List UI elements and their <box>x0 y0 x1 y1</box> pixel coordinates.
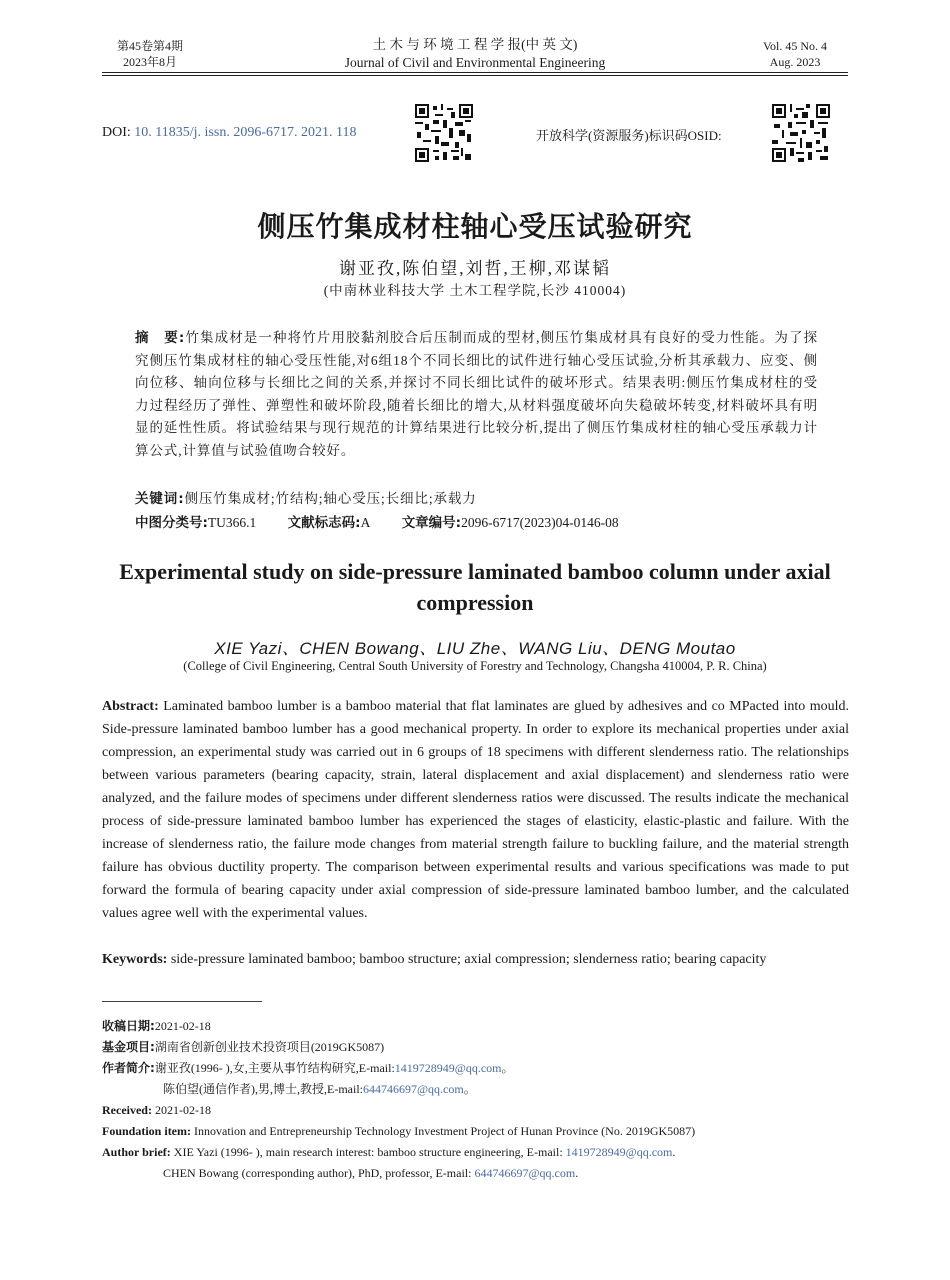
footnote-author1-cn <box>102 1060 862 1076</box>
doi-link[interactable]: 10. 11835/j. issn. 2096-6717. 2021. 118 <box>134 125 357 140</box>
fund-en-label: Foundation item: <box>102 1124 192 1138</box>
author-cn-label: 作者简介: <box>102 1061 155 1075</box>
abstract-cn <box>135 327 818 463</box>
received-cn-label: 收稿日期: <box>102 1019 155 1033</box>
header-rule-top <box>102 72 848 73</box>
authors-cn: 谢亚孜,陈伯望,刘哲,王柳,邓谋韬 <box>339 259 611 278</box>
authors-en: XIE Yazi、CHEN Bowang、LIU Zhe、WANG Liu、DENG Moutao <box>214 639 736 658</box>
abstract-en-text: Laminated bamboo lumber is a bamboo material that flat laminates are glued by adhesives and co MPacted into mould. Side-pressure laminated bamboo lumber has a good mechanical property. In order to explore its mechanical properties under axial compression, an experimental study was carried out in 6 groups of 18 specimens with different slenderness ratio. The relationships between various parameters (bearing capacity, strain, lateral displacement and axial displacement) and slenderness ratio were analyzed, and the failure modes of specimens under different slenderness ratios were discussed. The results indicate the mechanical process of side-pressure laminated bamboo lumber has experienced the stages of elasticity, elastic-plastic and failure. With the increase of slenderness ratio, the failure mode changes from material strength failure to buckling failure, and the material strength failure has obvious ductility property. The comparison between experimental results and various specifications was made to put forward the formula of bearing capacity under axial compression of side-pressure laminated bamboo lumber, and the calculated values agree well with the experimental values. <box>102 699 850 921</box>
footnote-received-en <box>102 1102 862 1118</box>
received-en-label: Received: <box>102 1103 152 1117</box>
footnote-author1-en <box>102 1144 862 1160</box>
header-center <box>240 36 710 72</box>
footnote-fund-cn <box>102 1039 862 1055</box>
article-no-label: 文章编号: <box>401 515 462 531</box>
osid-qr-code-icon[interactable] <box>772 104 830 162</box>
author2-cn-end: 。 <box>463 1082 476 1096</box>
author1-en-text: XIE Yazi (1996- ), main research interest: bamboo structure engineering, E-mail: <box>173 1145 563 1159</box>
keywords-cn <box>135 487 818 507</box>
doi-line <box>102 125 356 141</box>
doc-code-label: 文献标志码: <box>287 515 361 531</box>
fund-en-value: Innovation and Entrepreneurship Technology Investment Project of Hunan Province (No. 2019GK5087) <box>194 1124 696 1138</box>
received-en-value: 2021-02-18 <box>154 1103 211 1117</box>
volume-en: Vol. 45 No. 4 <box>762 39 828 53</box>
volume-cn: 第45卷第4期 <box>116 39 183 53</box>
classification-row <box>135 511 818 531</box>
fund-cn-label: 基金项目: <box>102 1040 155 1054</box>
date-cn: 2023年8月 <box>122 55 177 69</box>
received-cn-value: 2021-02-18 <box>154 1019 211 1033</box>
author2-en-email[interactable]: 644746697@qq.com <box>474 1166 576 1180</box>
clc-label: 中图分类号: <box>135 515 208 531</box>
footnote-received-cn <box>102 1018 862 1034</box>
keywords-en-label: Keywords: <box>102 952 168 967</box>
author1-cn-text: 谢亚孜(1996- ),女,主要从事竹结构研究,E-mail: <box>154 1061 395 1075</box>
clc-value: TU366.1 <box>207 515 257 530</box>
author1-cn-end: 。 <box>501 1061 514 1075</box>
author1-en-end: . <box>672 1145 676 1159</box>
doi-qr-code-icon[interactable] <box>415 104 473 162</box>
footnote-fund-en <box>102 1123 862 1139</box>
osid-label: 开放科学(资源服务)标识码OSID: <box>536 128 722 143</box>
keywords-en-text: side-pressure laminated bamboo; bamboo structure; axial compression; slenderness ratio; bearing capacity <box>170 952 767 967</box>
abstract-cn-text: 竹集成材是一种将竹片用胶黏剂胶合后压制而成的型材,侧压竹集成材具有良好的受力性能。为了探究侧压竹集成材柱的轴心受压性能,对6组18个不同长细比的试件进行轴心受压试验,分析其承载力、应变、侧向位移、轴向位移与长细比之间的关系,并探讨不同长细比试件的破坏形式。结果表明:侧压竹集成材柱的受力过程经历了弹性、弹塑性和破坏阶段,随着长细比的增大,从材料强度破坏向失稳破坏转变,材料破坏具有明显的延性性质。将试验结果与现行规范的计算结果进行比较分析,提出了侧压竹集成材柱的轴心受压承载力计算公式,计算值与试验值吻合较好。 <box>135 330 818 458</box>
keywords-cn-text: 侧压竹集成材;竹结构;轴心受压;长细比;承载力 <box>184 491 477 506</box>
paper-title-cn: 侧压竹集成材柱轴心受压试验研究 <box>257 212 693 243</box>
footnote-divider <box>102 1001 262 1002</box>
article-no-value: 2096-6717(2023)04-0146-08 <box>461 515 619 530</box>
abstract-en-label: Abstract: <box>102 699 159 714</box>
header-left <box>95 38 205 70</box>
journal-title-cn: 土 木 与 环 境 工 程 学 报(中 英 文) <box>372 37 578 52</box>
journal-title-en: Journal of Civil and Environmental Engineering <box>344 55 606 70</box>
author1-cn-email[interactable]: 1419728949@qq.com <box>394 1061 502 1075</box>
author-en-label: Author brief: <box>102 1145 171 1159</box>
author2-en-text: CHEN Bowang (corresponding author), PhD, professor, E-mail: <box>163 1166 472 1180</box>
author2-en-end: . <box>575 1166 579 1180</box>
abstract-cn-label: 摘 要: <box>135 330 186 346</box>
header-right <box>740 38 850 70</box>
author2-cn-email[interactable]: 644746697@qq.com <box>362 1082 464 1096</box>
author2-cn-text: 陈伯望(通信作者),男,博士,教授,E-mail: <box>163 1082 363 1096</box>
abstract-en <box>102 695 849 925</box>
affiliation-cn: (中南林业科技大学 土木工程学院,长沙 410004) <box>323 283 627 298</box>
doi-label: DOI: <box>102 125 131 140</box>
keywords-cn-label: 关键词: <box>135 491 185 507</box>
fund-cn-value: 湖南省创新创业技术投资项目(2019GK5087) <box>154 1040 385 1054</box>
author1-en-email[interactable]: 1419728949@qq.com <box>565 1145 673 1159</box>
keywords-en <box>102 948 849 971</box>
header-rule-bottom <box>102 75 848 76</box>
footnote-author2-cn <box>102 1081 923 1097</box>
affiliation-en: (College of Civil Engineering, Central South University of Forestry and Technology, Changsha 410004, P. R. China) <box>183 659 767 673</box>
date-en: Aug. 2023 <box>769 55 821 69</box>
footnote-author2-en <box>102 1165 923 1181</box>
paper-title-en: Experimental study on side-pressure laminated bamboo column under axial compression <box>119 559 831 615</box>
doc-code-value: A <box>360 515 371 530</box>
